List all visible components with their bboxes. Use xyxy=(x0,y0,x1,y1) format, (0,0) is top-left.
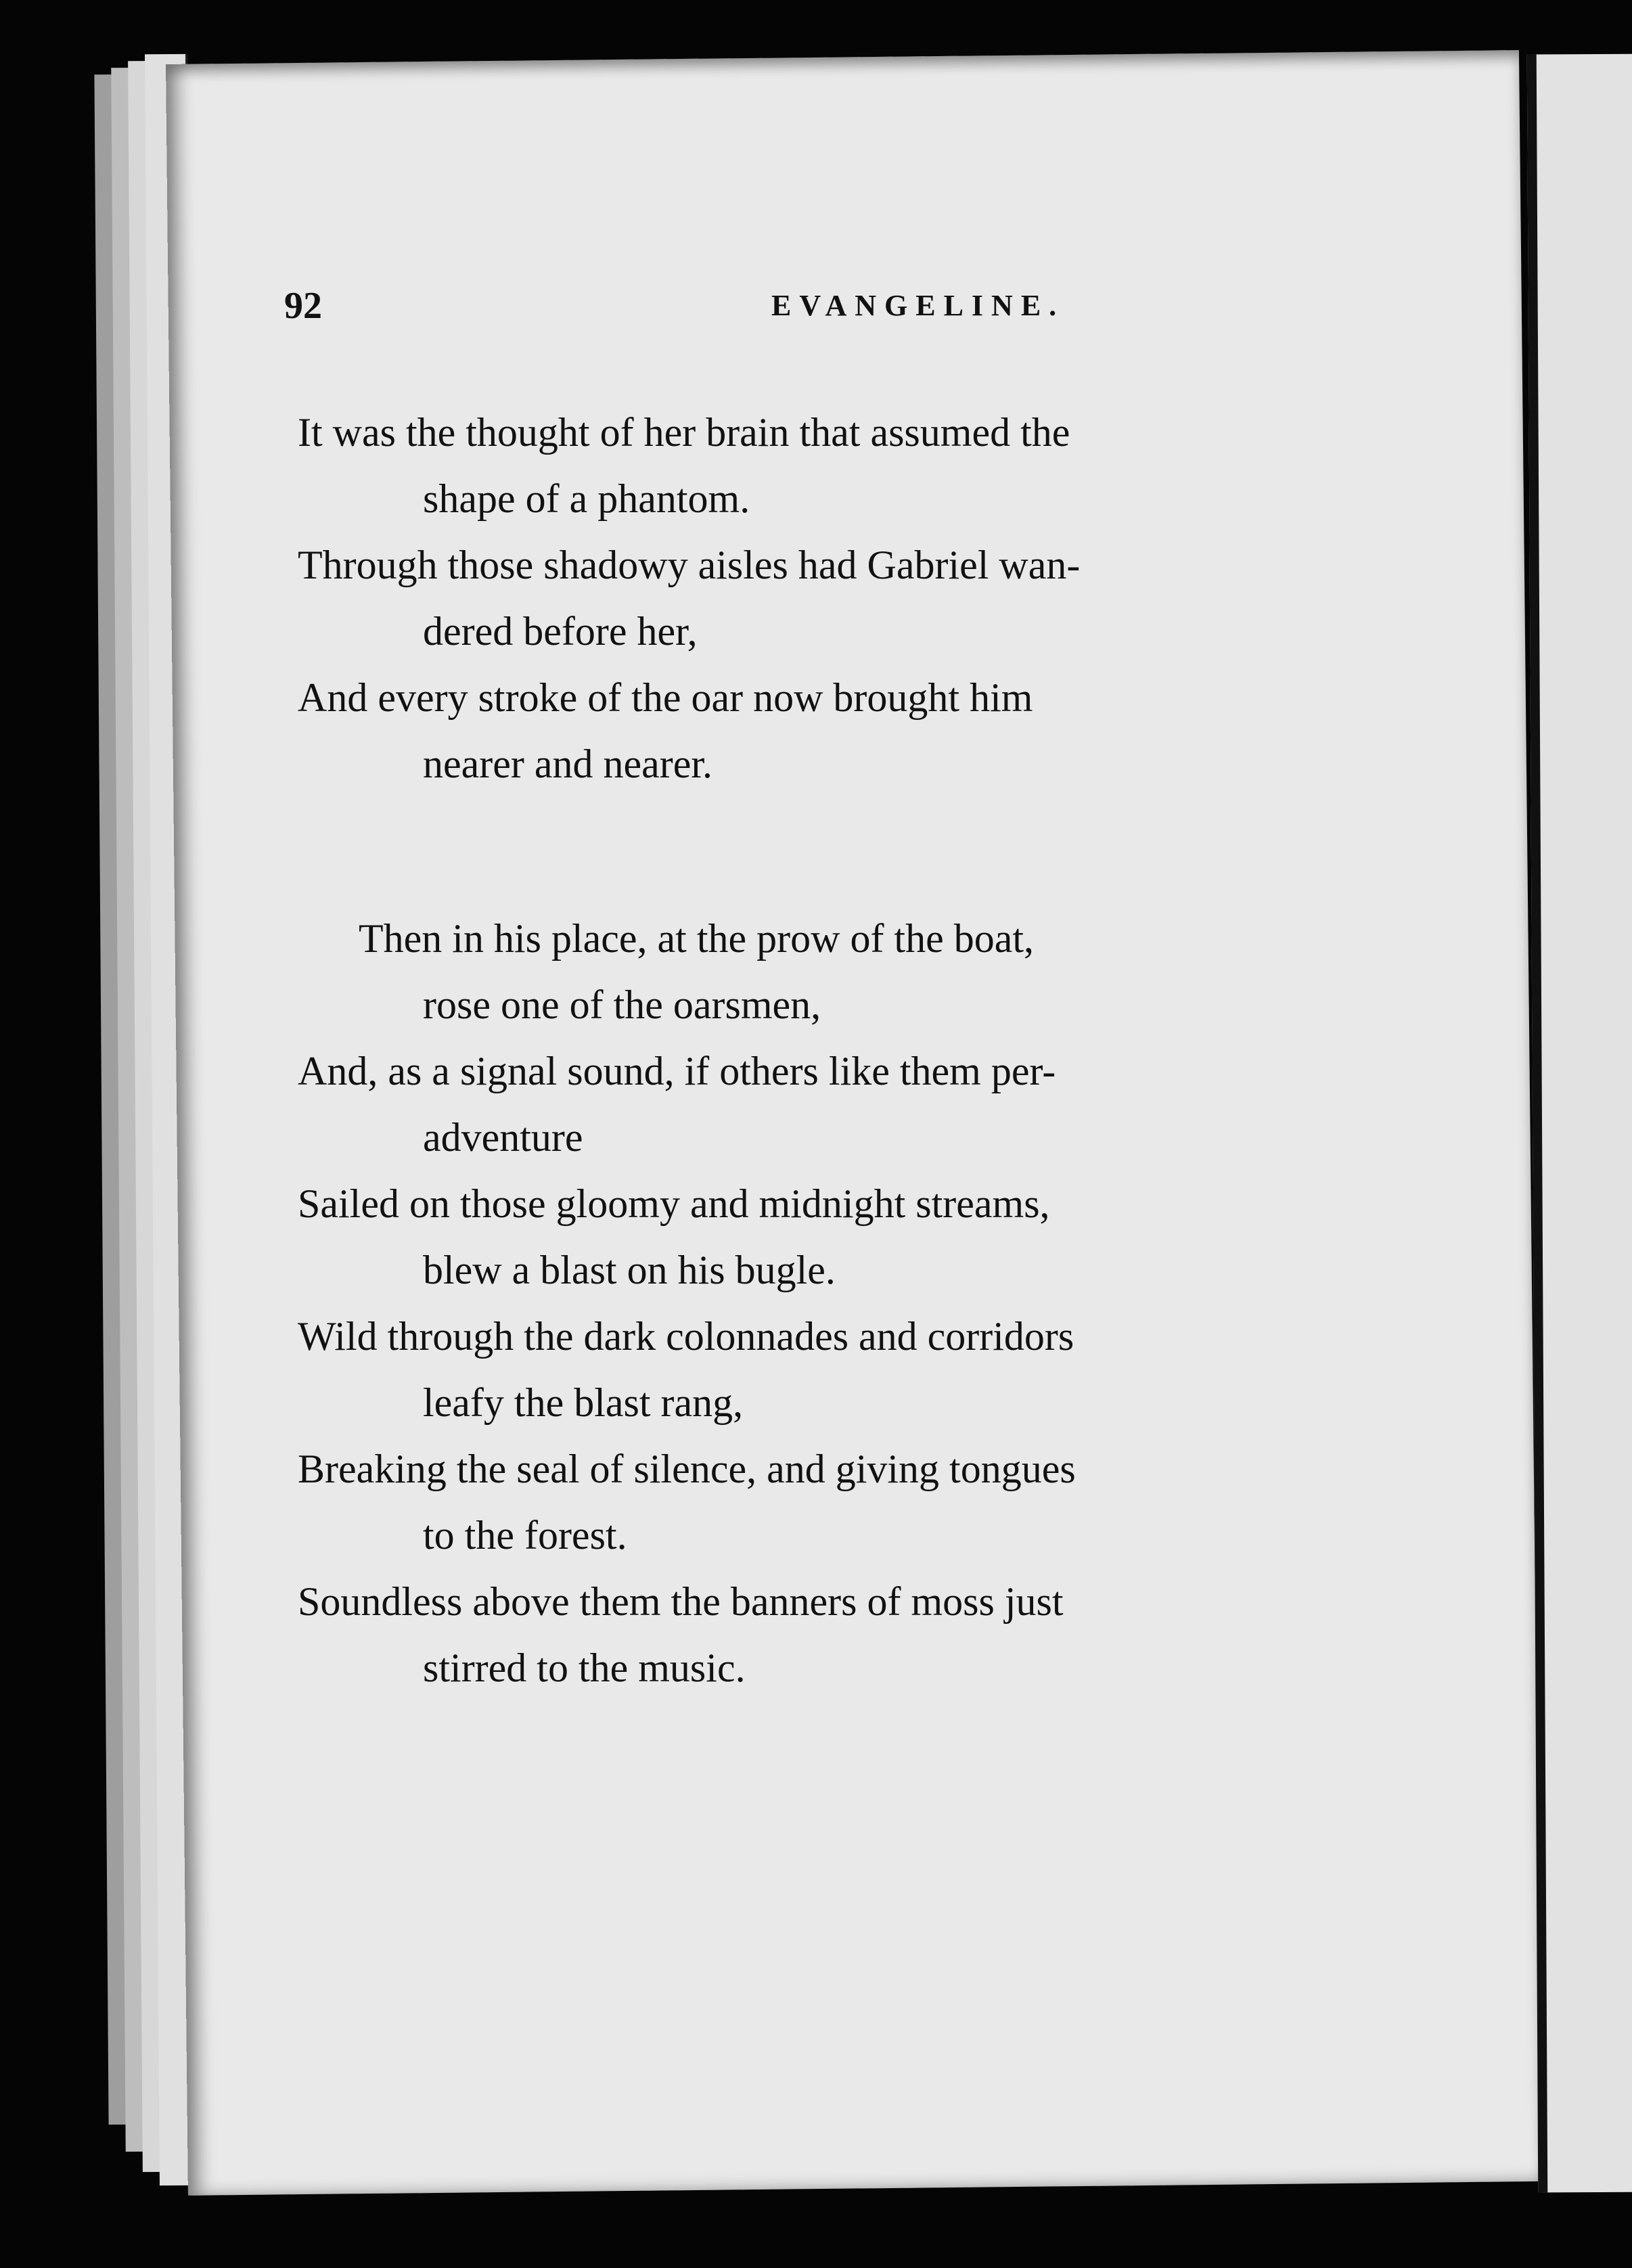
page-number: 92 xyxy=(284,285,322,327)
verse-line-continuation: shape of a phantom. xyxy=(423,476,750,521)
stanza xyxy=(298,399,1380,797)
verse-line: It was the thought of her brain that assumed the xyxy=(298,410,1070,455)
verse-line: Breaking the seal of silence, and giving tongues xyxy=(298,1447,1076,1491)
verse-line: Then in his place, at the prow of the boat, xyxy=(359,916,1035,961)
verse-line: Sailed on those gloomy and midnight streams, xyxy=(298,1181,1050,1226)
verse-line: Through those shadowy aisles had Gabriel wan- xyxy=(298,543,1081,587)
verse-line-continuation: stirred to the music. xyxy=(423,1646,746,1690)
verse-line-continuation: dered before her, xyxy=(423,609,698,654)
verse-line-continuation: to the forest. xyxy=(423,1513,627,1558)
verse-line-continuation: rose one of the oarsmen, xyxy=(423,982,821,1027)
verse-line: And every stroke of the oar now brought him xyxy=(298,675,1033,720)
verse-line-continuation: nearer and nearer. xyxy=(423,742,713,786)
verse-line: Soundless above them the banners of moss just xyxy=(298,1579,1064,1624)
poem-text xyxy=(298,399,1380,1701)
running-head-title: EVANGELINE. xyxy=(771,289,1065,322)
verse-line-continuation: blew a blast on his bugle. xyxy=(423,1248,836,1292)
stanza xyxy=(298,905,1380,1701)
facing-page-strip xyxy=(1527,54,1632,2193)
verse-line: And, as a signal sound, if others like them per- xyxy=(298,1049,1056,1093)
verse-line-continuation: adventure xyxy=(423,1115,583,1160)
running-head xyxy=(284,284,1367,365)
verse-line-continuation: leafy the blast rang, xyxy=(423,1380,744,1425)
verse-line: Wild through the dark colonnades and corridors xyxy=(298,1314,1074,1359)
